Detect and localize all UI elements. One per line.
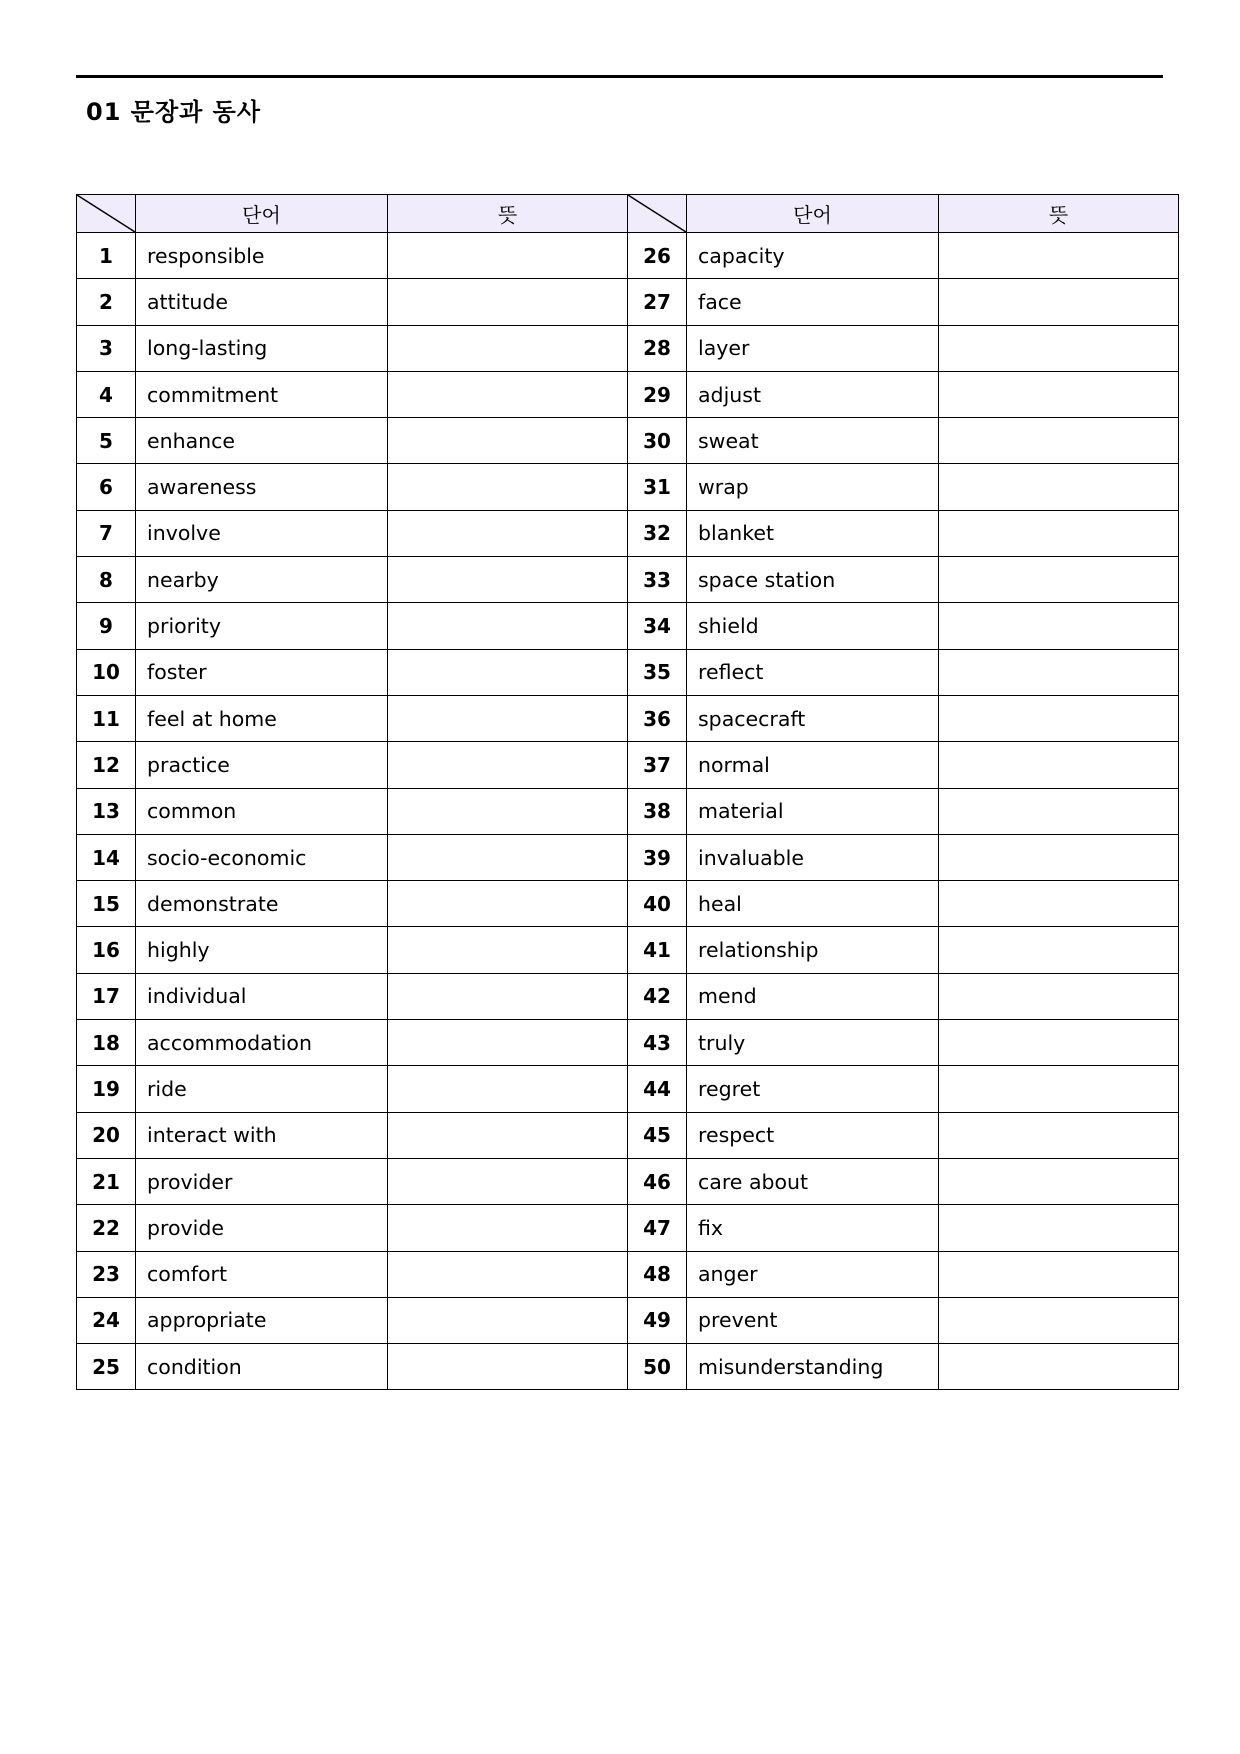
word-number: 10	[77, 649, 136, 695]
vocab-word: commitment	[136, 371, 388, 417]
word-number: 30	[628, 418, 687, 464]
meaning-answer-cell[interactable]	[939, 325, 1179, 371]
header-row	[77, 195, 1179, 233]
header-word-right: 단어	[687, 195, 939, 233]
vocab-word: regret	[687, 1066, 939, 1112]
vocab-word: capacity	[687, 233, 939, 279]
vocab-word: attitude	[136, 279, 388, 325]
vocab-table	[76, 194, 1179, 1390]
meaning-answer-cell[interactable]	[388, 695, 628, 741]
word-number: 7	[77, 510, 136, 556]
diagonal-line-icon	[628, 195, 686, 232]
table-row	[77, 927, 1179, 973]
vocab-word: priority	[136, 603, 388, 649]
word-number: 29	[628, 371, 687, 417]
word-number: 18	[77, 1020, 136, 1066]
word-number: 25	[77, 1344, 136, 1390]
meaning-answer-cell[interactable]	[388, 1020, 628, 1066]
page-title: 01 문장과 동사	[86, 98, 262, 126]
word-number: 26	[628, 233, 687, 279]
table-row	[77, 973, 1179, 1019]
meaning-answer-cell[interactable]	[939, 742, 1179, 788]
meaning-answer-cell[interactable]	[939, 418, 1179, 464]
table-row	[77, 742, 1179, 788]
meaning-answer-cell[interactable]	[388, 742, 628, 788]
word-number: 19	[77, 1066, 136, 1112]
vocab-word: responsible	[136, 233, 388, 279]
meaning-answer-cell[interactable]	[939, 973, 1179, 1019]
table-row	[77, 1112, 1179, 1158]
vocab-word: spacecraft	[687, 695, 939, 741]
vocab-word: heal	[687, 881, 939, 927]
meaning-answer-cell[interactable]	[388, 510, 628, 556]
table-row	[77, 325, 1179, 371]
vocab-word: space station	[687, 557, 939, 603]
vocab-word: socio-economic	[136, 834, 388, 880]
vocab-word: face	[687, 279, 939, 325]
table-row	[77, 603, 1179, 649]
vocab-word: shield	[687, 603, 939, 649]
word-number: 4	[77, 371, 136, 417]
vocab-word: material	[687, 788, 939, 834]
meaning-answer-cell[interactable]	[939, 1251, 1179, 1297]
word-number: 39	[628, 834, 687, 880]
table-row	[77, 371, 1179, 417]
header-meaning-right: 뜻	[939, 195, 1179, 233]
table-row	[77, 418, 1179, 464]
table-row	[77, 1066, 1179, 1112]
table-row	[77, 1251, 1179, 1297]
table-row	[77, 464, 1179, 510]
table-row	[77, 649, 1179, 695]
meaning-answer-cell[interactable]	[939, 1297, 1179, 1343]
vocab-word: common	[136, 788, 388, 834]
top-rule	[76, 75, 1163, 78]
table-row	[77, 834, 1179, 880]
vocab-word: feel at home	[136, 695, 388, 741]
vocab-word: highly	[136, 927, 388, 973]
word-number: 36	[628, 695, 687, 741]
meaning-answer-cell[interactable]	[939, 881, 1179, 927]
meaning-answer-cell[interactable]	[939, 649, 1179, 695]
vocab-word: invaluable	[687, 834, 939, 880]
word-number: 45	[628, 1112, 687, 1158]
meaning-answer-cell[interactable]	[388, 834, 628, 880]
vocab-word: layer	[687, 325, 939, 371]
word-number: 44	[628, 1066, 687, 1112]
table-row	[77, 279, 1179, 325]
word-number: 31	[628, 464, 687, 510]
vocab-word: respect	[687, 1112, 939, 1158]
meaning-answer-cell[interactable]	[388, 233, 628, 279]
header-meaning-left: 뜻	[388, 195, 628, 233]
meaning-answer-cell[interactable]	[939, 1344, 1179, 1390]
table-row	[77, 510, 1179, 556]
vocab-word: enhance	[136, 418, 388, 464]
table-row	[77, 1205, 1179, 1251]
meaning-answer-cell[interactable]	[388, 1251, 628, 1297]
meaning-answer-cell[interactable]	[388, 649, 628, 695]
word-number: 41	[628, 927, 687, 973]
word-number: 1	[77, 233, 136, 279]
word-number: 47	[628, 1205, 687, 1251]
vocab-word: individual	[136, 973, 388, 1019]
vocab-word: practice	[136, 742, 388, 788]
meaning-answer-cell[interactable]	[388, 1344, 628, 1390]
meaning-answer-cell[interactable]	[388, 557, 628, 603]
word-number: 24	[77, 1297, 136, 1343]
word-number: 48	[628, 1251, 687, 1297]
meaning-answer-cell[interactable]	[388, 1158, 628, 1204]
meaning-answer-cell[interactable]	[388, 418, 628, 464]
word-number: 12	[77, 742, 136, 788]
meaning-answer-cell[interactable]	[939, 788, 1179, 834]
table-row	[77, 1020, 1179, 1066]
meaning-answer-cell[interactable]	[388, 603, 628, 649]
word-number: 23	[77, 1251, 136, 1297]
diagonal-header-cell-right	[628, 195, 687, 233]
meaning-answer-cell[interactable]	[939, 927, 1179, 973]
vocab-word: provider	[136, 1158, 388, 1204]
word-number: 35	[628, 649, 687, 695]
vocab-word: mend	[687, 973, 939, 1019]
meaning-answer-cell[interactable]	[388, 1297, 628, 1343]
word-number: 42	[628, 973, 687, 1019]
vocab-word: comfort	[136, 1251, 388, 1297]
diagonal-line-icon	[77, 195, 135, 232]
meaning-answer-cell[interactable]	[388, 1112, 628, 1158]
table-row	[77, 695, 1179, 741]
vocab-word: prevent	[687, 1297, 939, 1343]
word-number: 33	[628, 557, 687, 603]
table-row	[77, 1158, 1179, 1204]
word-number: 27	[628, 279, 687, 325]
meaning-answer-cell[interactable]	[939, 603, 1179, 649]
vocab-word: appropriate	[136, 1297, 388, 1343]
vocab-word: foster	[136, 649, 388, 695]
vocab-word: awareness	[136, 464, 388, 510]
word-number: 49	[628, 1297, 687, 1343]
table-row	[77, 788, 1179, 834]
word-number: 34	[628, 603, 687, 649]
vocab-word: provide	[136, 1205, 388, 1251]
meaning-answer-cell[interactable]	[939, 510, 1179, 556]
word-number: 43	[628, 1020, 687, 1066]
word-number: 13	[77, 788, 136, 834]
meaning-answer-cell[interactable]	[939, 834, 1179, 880]
word-number: 32	[628, 510, 687, 556]
meaning-answer-cell[interactable]	[939, 695, 1179, 741]
word-number: 38	[628, 788, 687, 834]
vocab-word: fix	[687, 1205, 939, 1251]
meaning-answer-cell[interactable]	[939, 1112, 1179, 1158]
word-number: 3	[77, 325, 136, 371]
word-number: 5	[77, 418, 136, 464]
vocab-word: truly	[687, 1020, 939, 1066]
header-word-left: 단어	[136, 195, 388, 233]
table-row	[77, 557, 1179, 603]
vocab-word: wrap	[687, 464, 939, 510]
word-number: 16	[77, 927, 136, 973]
vocab-body	[77, 233, 1179, 1390]
vocab-word: accommodation	[136, 1020, 388, 1066]
meaning-answer-cell[interactable]	[388, 1066, 628, 1112]
vocab-word: relationship	[687, 927, 939, 973]
vocab-word: long-lasting	[136, 325, 388, 371]
word-number: 40	[628, 881, 687, 927]
vocab-word: demonstrate	[136, 881, 388, 927]
meaning-answer-cell[interactable]	[939, 233, 1179, 279]
word-number: 9	[77, 603, 136, 649]
meaning-answer-cell[interactable]	[388, 325, 628, 371]
word-number: 6	[77, 464, 136, 510]
meaning-answer-cell[interactable]	[388, 973, 628, 1019]
vocab-word: normal	[687, 742, 939, 788]
meaning-answer-cell[interactable]	[939, 1158, 1179, 1204]
meaning-answer-cell[interactable]	[939, 464, 1179, 510]
table-row	[77, 1297, 1179, 1343]
meaning-answer-cell[interactable]	[939, 371, 1179, 417]
meaning-answer-cell[interactable]	[939, 279, 1179, 325]
meaning-answer-cell[interactable]	[939, 1205, 1179, 1251]
vocab-word: care about	[687, 1158, 939, 1204]
vocab-word: blanket	[687, 510, 939, 556]
word-number: 2	[77, 279, 136, 325]
meaning-answer-cell[interactable]	[939, 1020, 1179, 1066]
word-number: 8	[77, 557, 136, 603]
vocab-word: nearby	[136, 557, 388, 603]
word-number: 17	[77, 973, 136, 1019]
word-number: 28	[628, 325, 687, 371]
vocab-word: reflect	[687, 649, 939, 695]
vocab-word: misunderstanding	[687, 1344, 939, 1390]
word-number: 21	[77, 1158, 136, 1204]
diagonal-header-cell-left	[77, 195, 136, 233]
meaning-answer-cell[interactable]	[939, 1066, 1179, 1112]
meaning-answer-cell[interactable]	[388, 371, 628, 417]
vocab-word: sweat	[687, 418, 939, 464]
word-number: 20	[77, 1112, 136, 1158]
vocab-word: adjust	[687, 371, 939, 417]
vocab-word: condition	[136, 1344, 388, 1390]
word-number: 11	[77, 695, 136, 741]
meaning-answer-cell[interactable]	[939, 557, 1179, 603]
word-number: 46	[628, 1158, 687, 1204]
meaning-answer-cell[interactable]	[388, 1205, 628, 1251]
meaning-answer-cell[interactable]	[388, 881, 628, 927]
word-number: 22	[77, 1205, 136, 1251]
meaning-answer-cell[interactable]	[388, 788, 628, 834]
meaning-answer-cell[interactable]	[388, 927, 628, 973]
word-number: 50	[628, 1344, 687, 1390]
word-number: 37	[628, 742, 687, 788]
meaning-answer-cell[interactable]	[388, 464, 628, 510]
table-row	[77, 1344, 1179, 1390]
word-number: 15	[77, 881, 136, 927]
table-row	[77, 881, 1179, 927]
vocab-word: interact with	[136, 1112, 388, 1158]
vocab-word: anger	[687, 1251, 939, 1297]
vocab-word: involve	[136, 510, 388, 556]
vocab-word: ride	[136, 1066, 388, 1112]
table-row	[77, 233, 1179, 279]
word-number: 14	[77, 834, 136, 880]
meaning-answer-cell[interactable]	[388, 279, 628, 325]
